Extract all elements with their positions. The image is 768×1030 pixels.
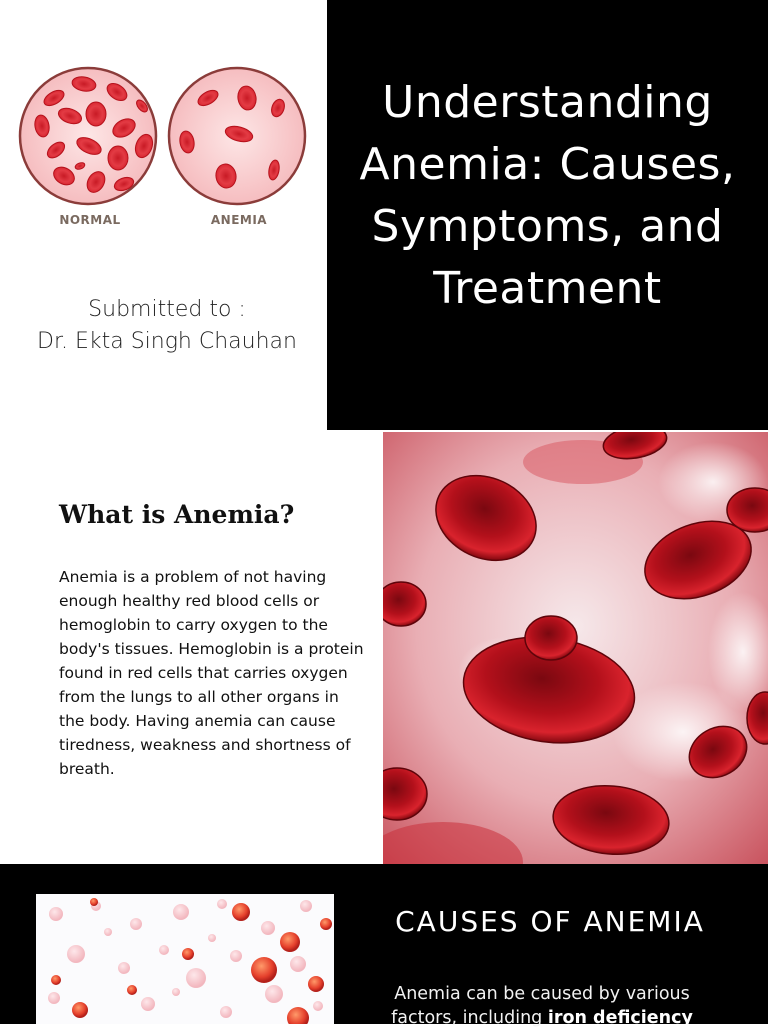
causes-body-text: Anemia can be caused by various factors, including (391, 984, 690, 1028)
submitted-to-name: Dr. Ekta Singh Chauhan (37, 329, 297, 354)
what-is-anemia-body: Anemia is a problem of not having enough healthy red blood cells or hemoglobin to carry oxygen to the body's tissues. Hemoglobin is a protein found in red cells that carries oxygen from the lungs to all other organs in the body. Having anemia can cause tiredness, weakness and shortness of breath. (59, 568, 364, 778)
causes-body (372, 982, 712, 1030)
causes-heading: CAUSES OF ANEMIA (395, 905, 705, 938)
red-blood-cells-photo (383, 432, 768, 864)
anemia-blood-plate (169, 68, 305, 204)
submitted-to-label: Submitted to : (88, 297, 246, 322)
what-is-anemia-heading: What is Anemia? (59, 500, 295, 529)
submitted-to-block (0, 294, 334, 358)
normal-label: NORMAL (59, 213, 121, 227)
blood-cell-bubbles-photo (36, 894, 334, 1024)
normal-blood-plate (20, 68, 156, 204)
iron-deficiency-emphasis: iron deficiency (547, 1008, 693, 1028)
slide-title: Understanding Anemia: Causes, Symptoms, and Treatment (359, 77, 736, 314)
anemia-label: ANEMIA (210, 213, 268, 227)
normal-vs-anemia-illustration (14, 58, 314, 234)
